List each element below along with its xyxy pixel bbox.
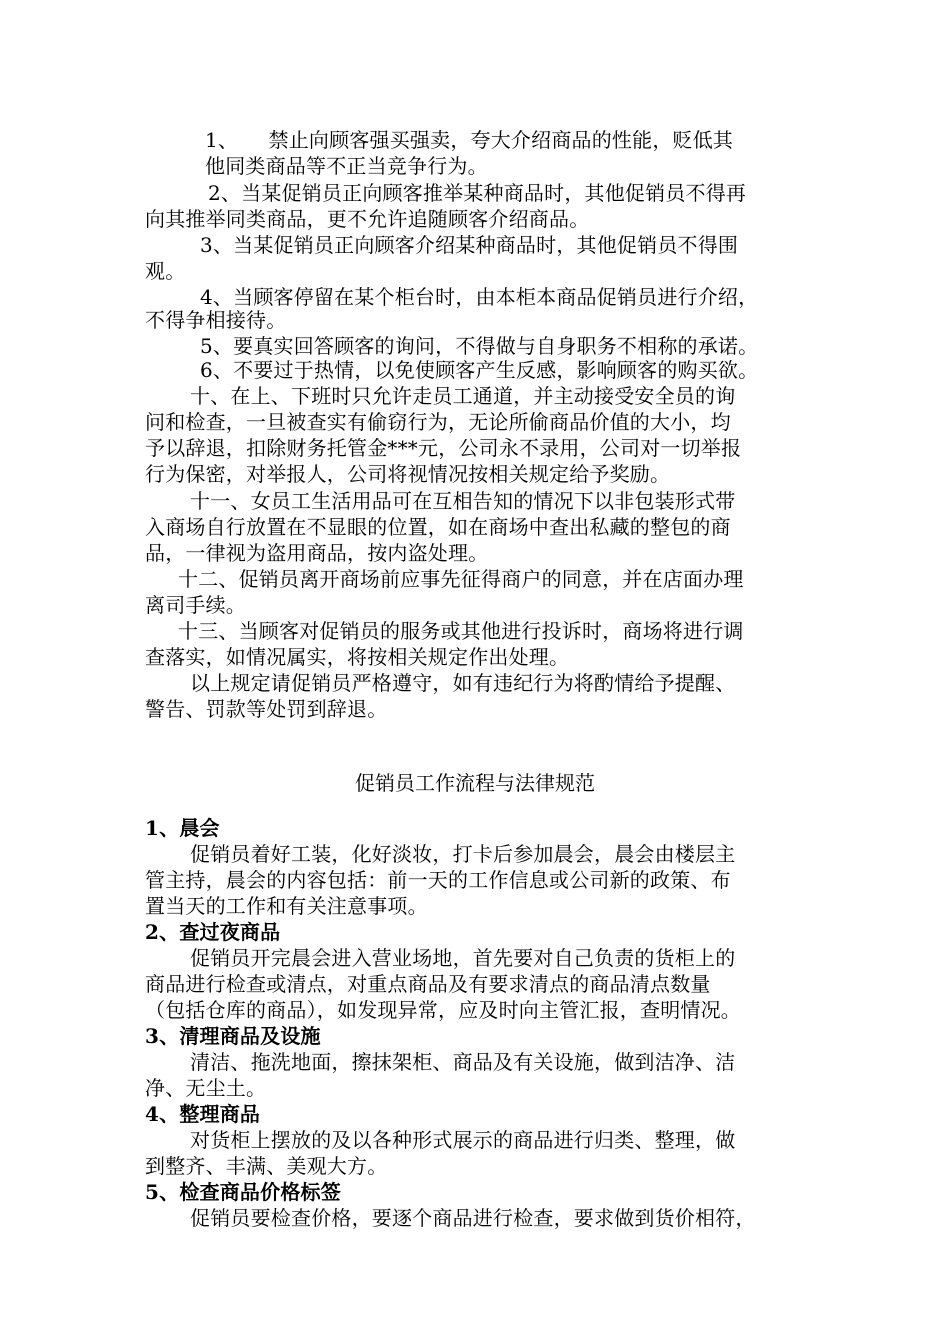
- rule-2-line-1: 2、当某促销员正向顾客推举某种商品时，其他促销员不得再: [208, 181, 747, 205]
- rule-5: 5、要真实回答顾客的询问，不得做与自身职务不相称的承诺。: [200, 334, 759, 358]
- rule-10-line-2: 问和检查，一旦被查实有偷窃行为，无论所偷商品价值的大小，均: [145, 410, 731, 434]
- closing-line-2: 警告、罚款等处罚到辞退。: [145, 697, 388, 721]
- rule-3-line-1: 3、当某促销员正向顾客介绍某种商品时，其他促销员不得围: [200, 233, 739, 257]
- step-2-line-2: 商品进行检查或清点，对重点商品及有要求清点的商品清点数量: [145, 972, 711, 996]
- step-1-heading: 1、晨会: [145, 816, 220, 840]
- step-5-heading: 5、检查商品价格标签: [145, 1180, 341, 1204]
- rule-11-line-2: 入商场自行放置在不显眼的位置，如在商场中查出私藏的整包的商: [145, 515, 731, 539]
- rule-10-line-4: 行为保密，对举报人，公司将视情况按相关规定给予奖励。: [145, 462, 671, 486]
- rule-10-line-1: 十、在上、下班时只允许走员工通道，并主动接受安全员的询: [190, 384, 736, 408]
- step-2-line-1: 促销员开完晨会进入营业场地，首先要对自己负责的货柜上的: [190, 946, 736, 970]
- step-1-line-1: 促销员着好工装，化好淡妆，打卡后参加晨会，晨会由楼层主: [190, 842, 736, 866]
- step-2-heading: 2、查过夜商品: [145, 920, 281, 944]
- rule-4-line-2: 不得争相接待。: [145, 308, 287, 332]
- step-1-line-3: 置当天的工作和有关注意事项。: [145, 894, 428, 918]
- step-5-line-1: 促销员要检查价格，要逐个商品进行检查，要求做到货价相符，: [190, 1206, 756, 1230]
- rule-4-line-1: 4、当顾客停留在某个柜台时，由本柜本商品促销员进行介绍，: [200, 285, 759, 309]
- rule-10-line-3: 予以辞退，扣除财务托管金***元，公司永不录用，公司对一切举报: [145, 436, 742, 460]
- step-3-line-2: 净、无尘土。: [145, 1076, 267, 1100]
- rule-1-line-1: 1、 禁止向顾客强买强卖，夸大介绍商品的性能，贬低其: [205, 128, 734, 152]
- rule-13-line-2: 查落实，如情况属实，将按相关规定作出处理。: [145, 645, 570, 669]
- rule-13-line-1: 十三、当顾客对促销员的服务或其他进行投诉时，商场将进行调: [178, 619, 744, 643]
- rule-6: 6、不要过于热情，以免使顾客产生反感，影响顾客的购买欲。: [200, 358, 759, 382]
- step-4-line-1: 对货柜上摆放的及以各种形式展示的商品进行归类、整理，做: [190, 1128, 736, 1152]
- rule-2-line-2: 向其推举同类商品，更不允许追随顾客介绍商品。: [145, 207, 590, 231]
- rule-12-line-2: 离司手续。: [145, 593, 246, 617]
- rule-1-line-2: 他同类商品等不正当竞争行为。: [205, 154, 488, 178]
- rule-3-line-2: 观。: [145, 259, 186, 283]
- step-1-line-2: 管主持，晨会的内容包括：前一天的工作信息或公司新的政策、布: [145, 868, 731, 892]
- rule-12-line-1: 十二、促销员离开商场前应事先征得商户的同意，并在店面办理: [178, 567, 744, 591]
- step-3-heading: 3、清理商品及设施: [145, 1024, 321, 1048]
- step-4-heading: 4、整理商品: [145, 1102, 261, 1126]
- step-2-line-3: （包括仓库的商品），如发现异常，应及时向主管汇报，查明情况。: [145, 998, 741, 1022]
- section-title: 促销员工作流程与法律规范: [355, 771, 595, 795]
- step-4-line-2: 到整齐、丰满、美观大方。: [145, 1154, 388, 1178]
- rule-11-line-1: 十一、女员工生活用品可在互相告知的情况下以非包装形式带: [190, 489, 736, 513]
- step-3-line-1: 清洁、拖洗地面，擦抹架柜、商品及有关设施，做到洁净、洁: [190, 1050, 736, 1074]
- rule-11-line-3: 品，一律视为盗用商品，按内盗处理。: [145, 541, 489, 565]
- closing-line-1: 以上规定请促销员严格遵守，如有违纪行为将酌情给予提醒、: [190, 671, 736, 695]
